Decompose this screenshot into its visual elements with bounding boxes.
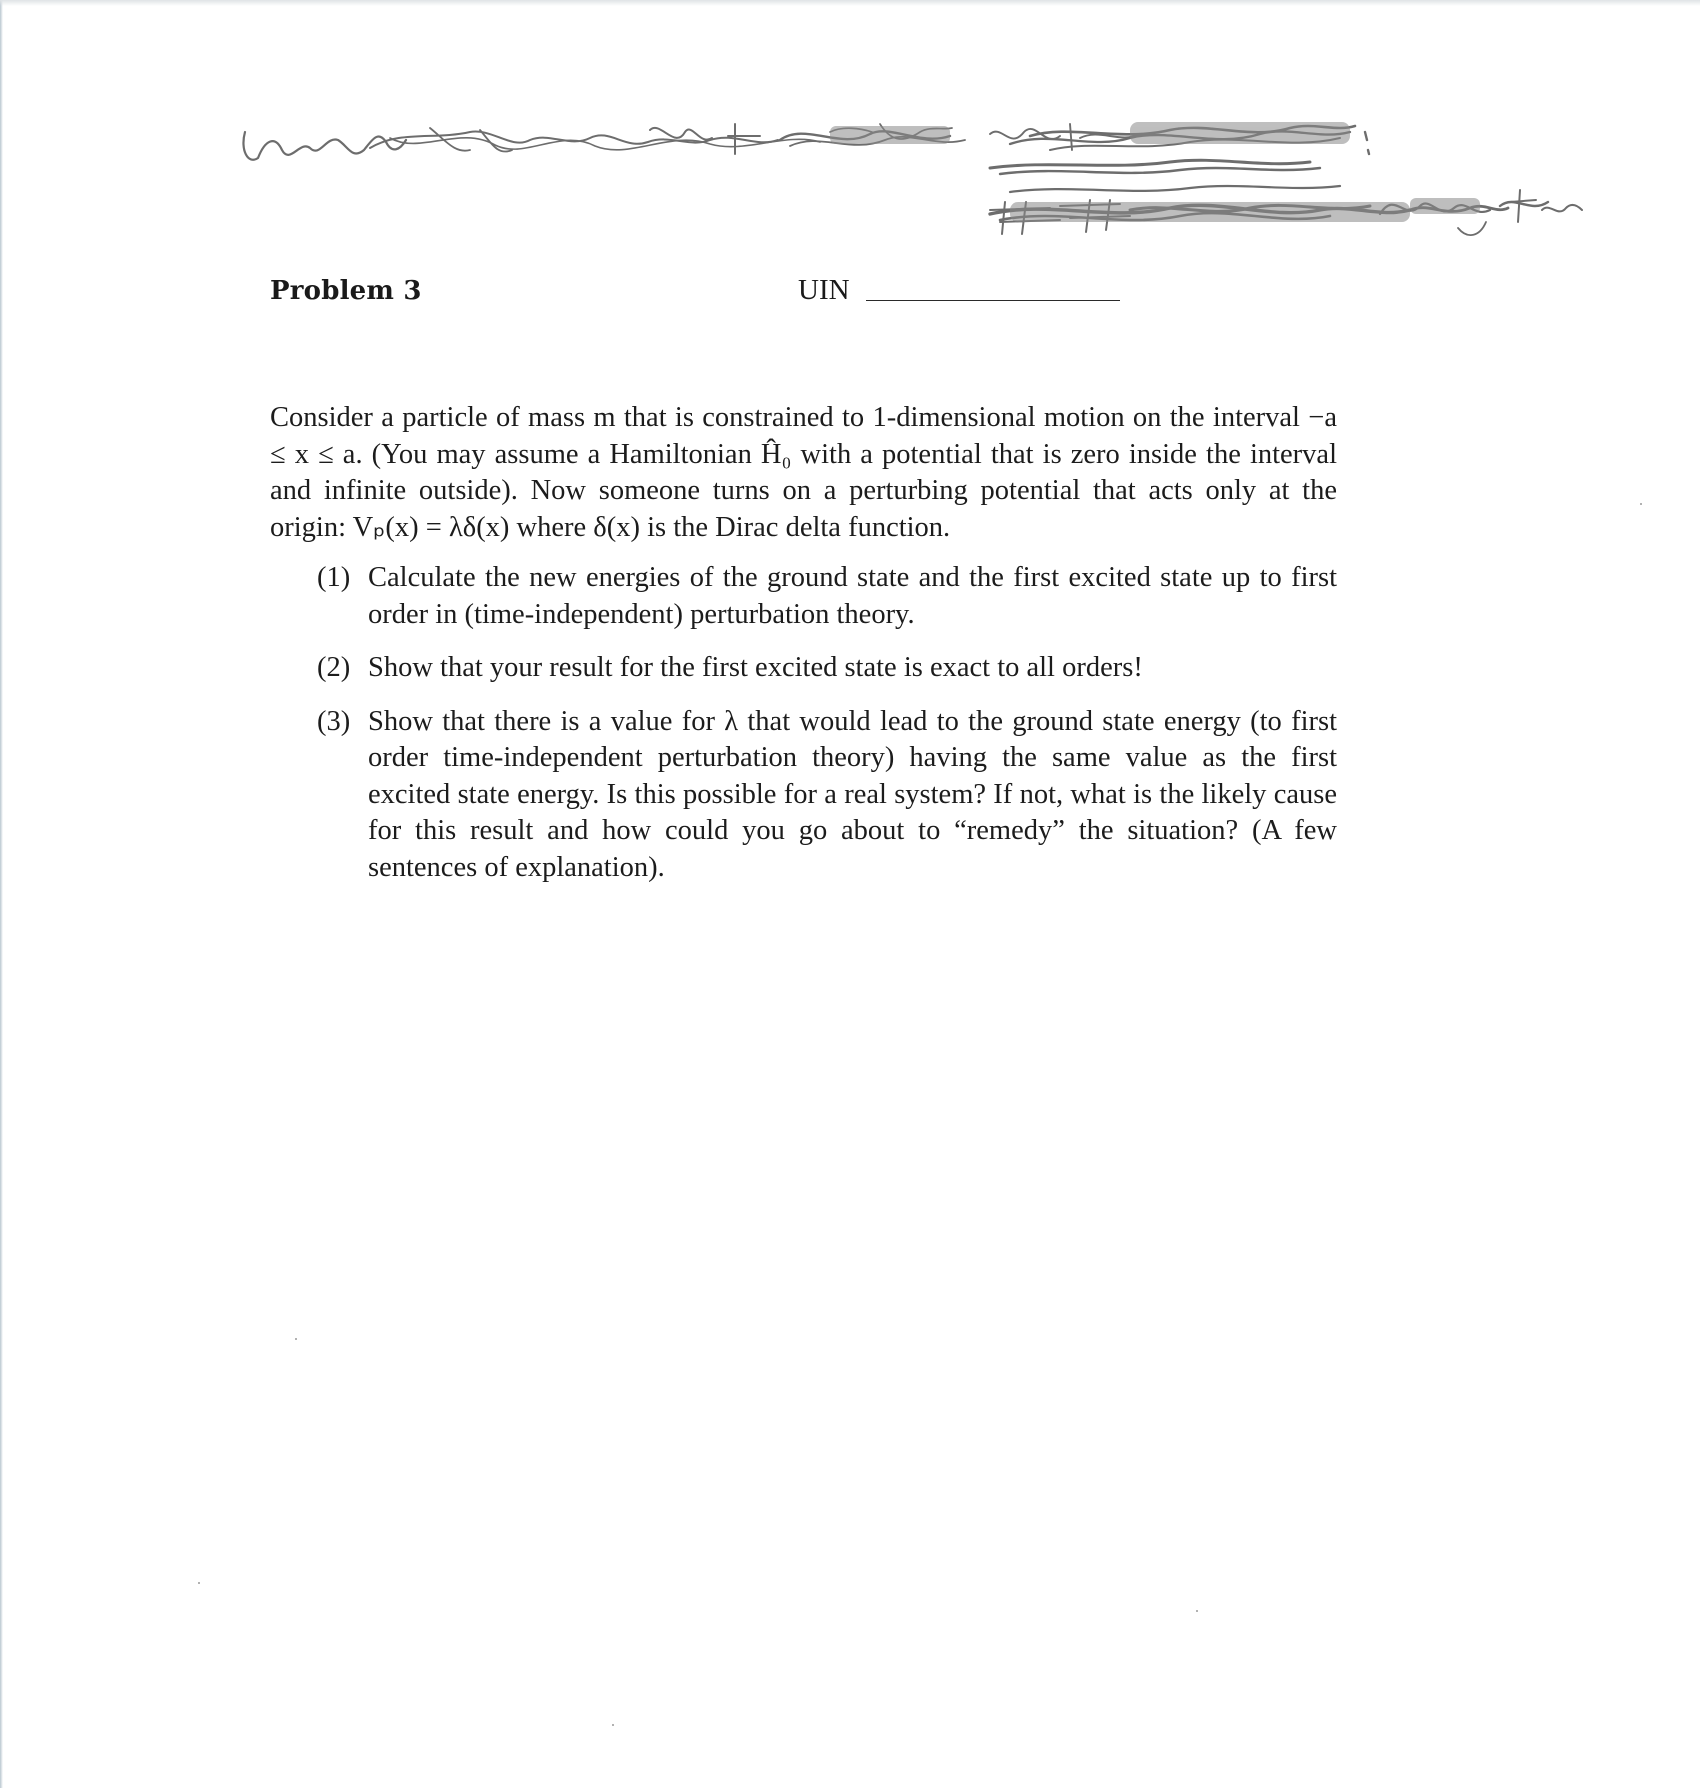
scan-speck bbox=[612, 1724, 614, 1726]
scan-edge-shadow bbox=[0, 0, 3, 1788]
item-number: (3) bbox=[317, 705, 351, 737]
problem-item-3 bbox=[270, 704, 1337, 887]
uin-answer-line bbox=[866, 300, 1120, 301]
problem-header bbox=[270, 276, 1270, 316]
scan-speck bbox=[198, 1582, 200, 1584]
scan-speck bbox=[295, 1338, 297, 1340]
item-text: Show that there is a value for λ that would lead to the ground state energy (to first order time-independent perturbation theory) having the same value as the first excited state energy. Is this possible for a real system? If not, what is the likely cause for this result and how could you go about to “remedy” the situation? (A few sentences of explanation). bbox=[368, 705, 1337, 883]
item-text: Calculate the new energies of the ground state and the first excited state up to first order in (time-independent) perturbation theory. bbox=[368, 562, 1337, 630]
item-number: (2) bbox=[317, 652, 351, 683]
problem-intro: Consider a particle of mass m that is constrained to 1-dimensional motion on the interval −a ≤ x ≤ a. (You may assume a Hamiltonian Ĥ₀ with a potential that is zero inside the interval and infinite outside). Now someone turns on a perturbing potential that acts only at the origin: Vₚ(x) = λδ(x) where δ(x) is the Dirac delta function. bbox=[270, 402, 1337, 543]
problem-title: Problem 3 bbox=[270, 276, 422, 306]
problem-item-1 bbox=[270, 560, 1337, 633]
problem-item-2 bbox=[270, 650, 1337, 687]
scan-speck bbox=[1640, 503, 1642, 505]
problem-body bbox=[270, 400, 1337, 903]
item-text: Show that your result for the first excited state is exact to all orders! bbox=[368, 652, 1143, 683]
problem-items bbox=[270, 560, 1337, 886]
scan-speck bbox=[1196, 1610, 1198, 1612]
scan-top-shadow bbox=[0, 0, 1700, 6]
item-number: (1) bbox=[317, 562, 351, 593]
uin-label: UIN bbox=[798, 274, 850, 306]
handwritten-crossed-out-annotation bbox=[230, 110, 1590, 260]
